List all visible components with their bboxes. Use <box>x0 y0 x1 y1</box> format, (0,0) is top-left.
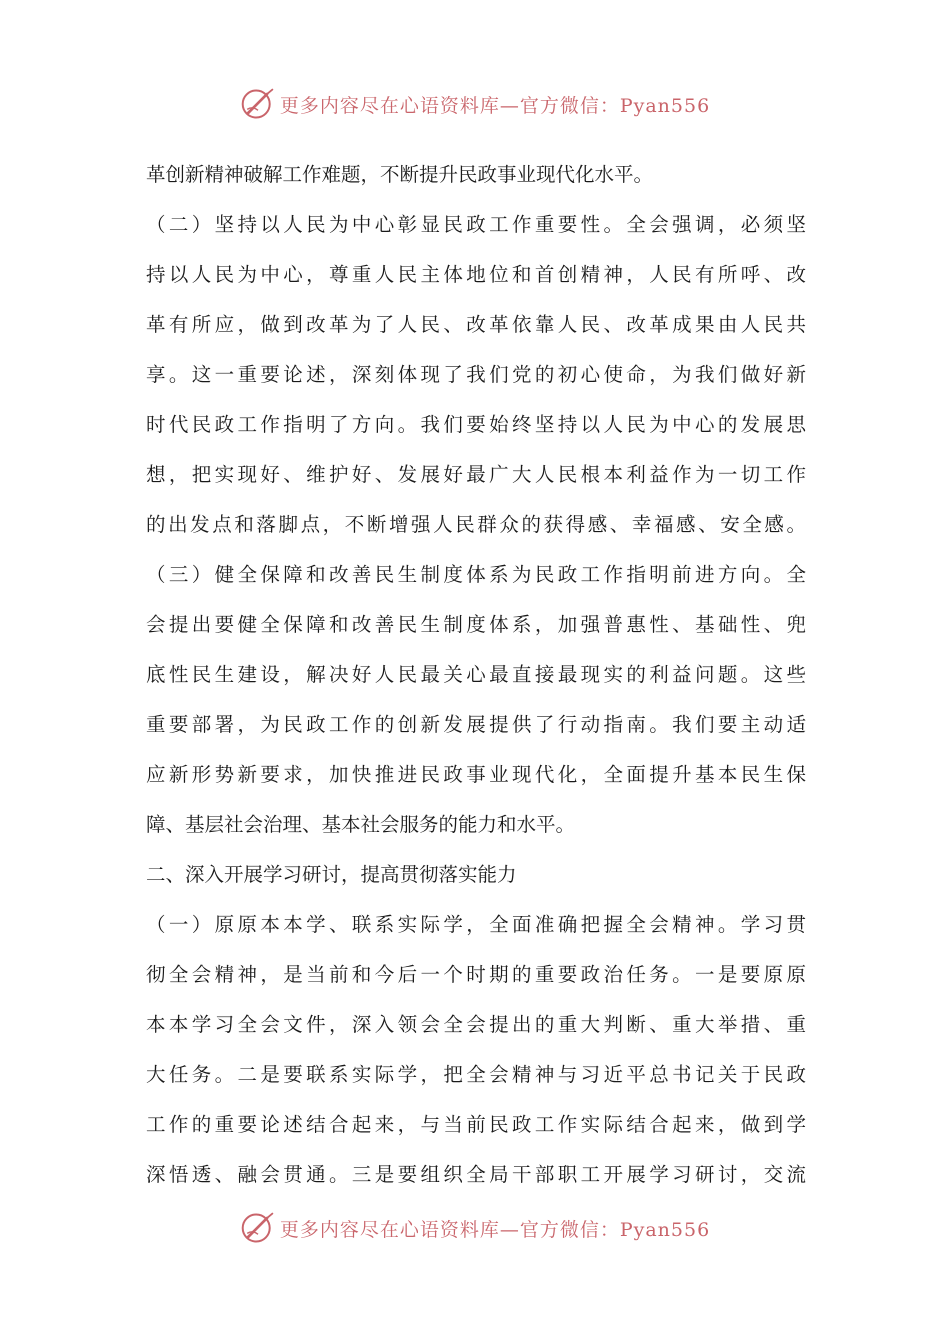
text-line: （二）坚持以人民为中心彰显民政工作重要性。全会强调，必须坚 <box>146 213 806 236</box>
text-line: （一）原原本本学、联系实际学，全面准确把握全会精神。学习贯 <box>146 913 806 936</box>
text-line: 障、基层社会治理、基本社会服务的能力和水平。 <box>146 813 576 836</box>
document-body <box>146 150 806 1200</box>
text-line: 彻全会精神，是当前和今后一个时期的重要政治任务。一是要原原 <box>146 963 806 986</box>
text-line: 享。这一重要论述，深刻体现了我们党的初心使命，为我们做好新 <box>146 363 806 386</box>
watermark-text: 更多内容尽在心语资料库—官方微信：Pyan556 <box>279 1218 711 1241</box>
text-line: （三）健全保障和改善民生制度体系为民政工作指明前进方向。全 <box>146 563 806 586</box>
text-line: 大任务。二是要联系实际学，把全会精神与习近平总书记关于民政 <box>146 1063 806 1086</box>
footer-watermark <box>0 1206 950 1250</box>
text-line: 革创新精神破解工作难题，不断提升民政事业现代化水平。 <box>146 163 654 186</box>
text-line: 重要部署，为民政工作的创新发展提供了行动指南。我们要主动适 <box>146 713 806 736</box>
text-line: 工作的重要论述结合起来，与当前民政工作实际结合起来，做到学 <box>146 1113 806 1136</box>
text-line: 本本学习全会文件，深入领会全会提出的重大判断、重大举措、重 <box>146 1013 806 1036</box>
text-line: 持以人民为中心，尊重人民主体地位和首创精神，人民有所呼、改 <box>146 263 806 286</box>
text-line: 深悟透、融会贯通。三是要组织全局干部职工开展学习研讨，交流 <box>146 1163 806 1186</box>
text-line: 革有所应，做到改革为了人民、改革依靠人民、改革成果由人民共 <box>146 313 806 336</box>
text-line: 底性民生建设，解决好人民最关心最直接最现实的利益问题。这些 <box>146 663 806 686</box>
text-line: 应新形势新要求，加快推进民政事业现代化，全面提升基本民生保 <box>146 763 806 786</box>
text-line: 的出发点和落脚点，不断增强人民群众的获得感、幸福感、安全感。 <box>146 513 806 536</box>
text-line: 想，把实现好、维护好、发展好最广大人民根本利益作为一切工作 <box>146 463 806 486</box>
header-watermark <box>0 82 950 126</box>
pen-logo-icon <box>240 86 276 122</box>
watermark-text: 更多内容尽在心语资料库—官方微信：Pyan556 <box>279 94 711 117</box>
text-line: 会提出要健全保障和改善民生制度体系，加强普惠性、基础性、兜 <box>146 613 806 636</box>
section-heading: 二、深入开展学习研讨，提高贯彻落实能力 <box>146 863 517 886</box>
pen-logo-icon <box>240 1210 276 1246</box>
text-line: 时代民政工作指明了方向。我们要始终坚持以人民为中心的发展思 <box>146 413 806 436</box>
